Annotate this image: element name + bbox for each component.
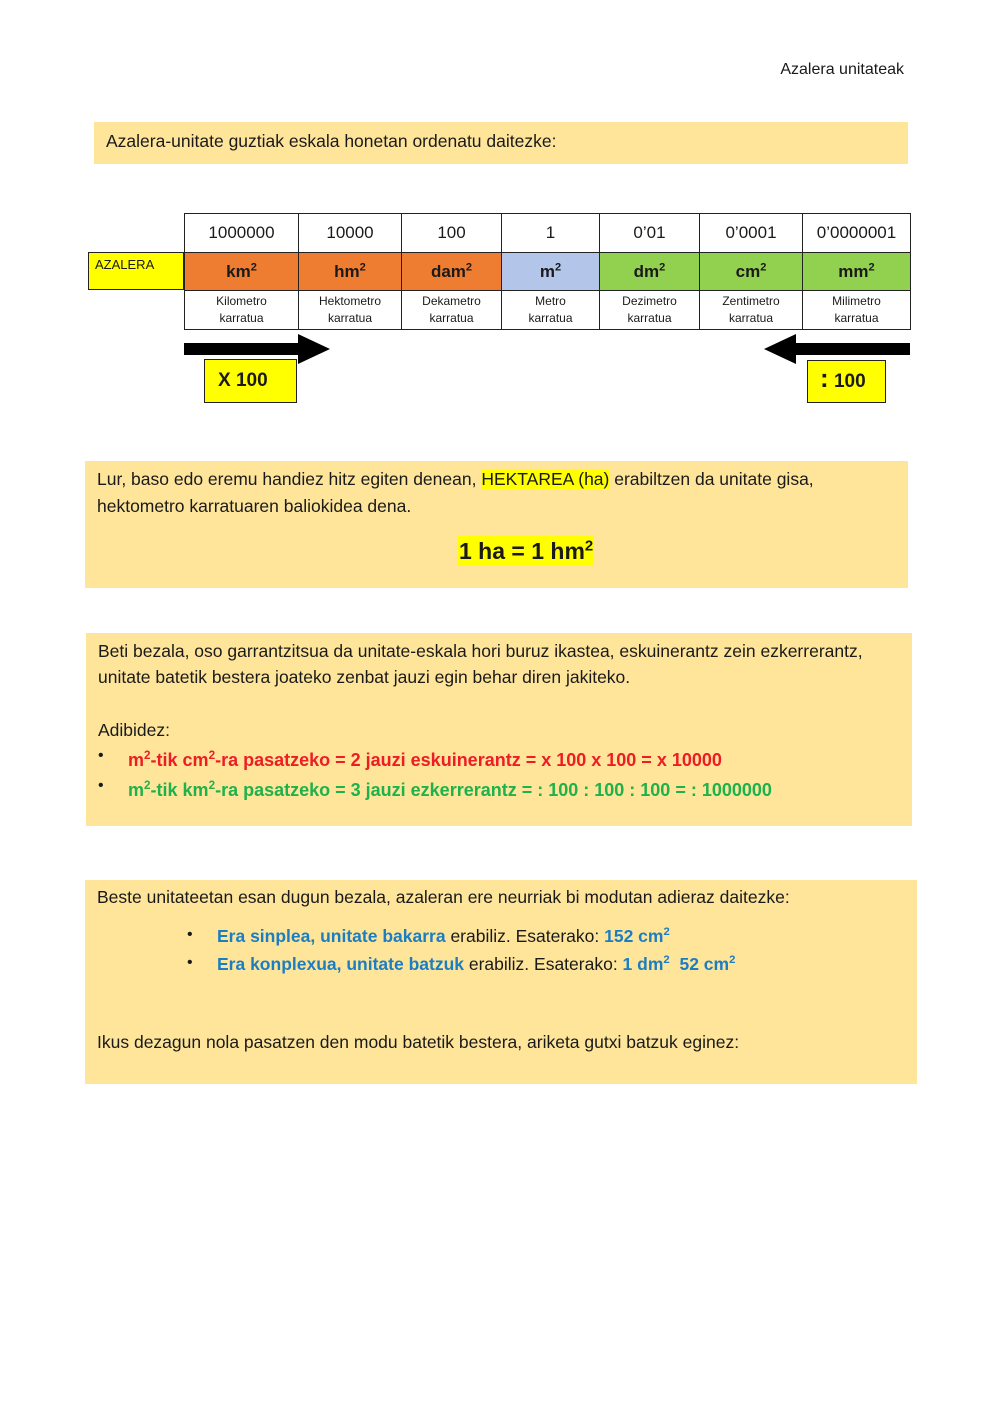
bullet-icon: •: [187, 926, 193, 943]
jumps-box: [86, 633, 912, 826]
forms-closing-text: Ikus dezagun nola pasatzen den modu batetik bestera, ariketa gutxi batzuk eginez:: [97, 1032, 740, 1052]
unit-name-cell: Metro karratua: [502, 291, 600, 330]
unit-name-row: [185, 291, 911, 330]
forms-box: [85, 880, 917, 1084]
intro-box: [94, 122, 908, 164]
unit-name-cell: Zentimetro karratua: [700, 291, 803, 330]
hectare-equation: 1 ha = 1 $hm^2$: [459, 537, 594, 564]
factor-row: [185, 214, 911, 253]
unit-name-cell: Hektometro karratua: [299, 291, 402, 330]
hectare-text-line2: hektometro karratuaren baliokidea dena.: [97, 496, 412, 516]
factor-cell: 1000000: [185, 214, 299, 253]
jumps-text-line1: Beti bezala, oso garrantzitsua da unitate-eskala hori buruz ikastea, eskuinerantz zein ezkerrerantz,: [98, 641, 863, 661]
unit-scale-table: [184, 213, 911, 330]
unit-cell: $km^2$: [185, 253, 299, 291]
unit-cell: $dm^2$: [600, 253, 700, 291]
unit-row: [185, 253, 911, 291]
unit-cell: dam$^2$: [402, 253, 502, 291]
hectare-highlight: HEKTAREA (ha): [481, 469, 610, 489]
unit-name-cell: Dezimetro karratua: [600, 291, 700, 330]
bullet-icon: •: [98, 747, 104, 764]
unit-cell: $cm^2$: [700, 253, 803, 291]
factor-cell: 100: [402, 214, 502, 253]
form-item-complex: Era konplexua, unitate batzuk erabiliz. Esaterako: 1 $dm^2$ 52 $cm^2$: [217, 954, 736, 974]
factor-cell: 1: [502, 214, 600, 253]
forms-text-line1: Beste unitateetan esan dugun bezala, azaleran ere neurriak bi modutan adieraz daitezke:: [97, 887, 790, 907]
factor-cell: 0’01: [600, 214, 700, 253]
form-item-simple: Era sinplea, unitate bakarra erabiliz. Esaterako: 152 $cm^2$: [217, 926, 670, 946]
intro-text: Azalera-unitate guztiak eskala honetan ordenatu daitezke:: [106, 131, 557, 151]
example-line-2: $m^2$-tik $km^2-ra$ pasatzeko = 3 jauzi ezkerrerantz = : 100 : 100 : 100 = : 1000000: [128, 779, 772, 800]
divide-label: : 100: [807, 360, 886, 403]
unit-name-cell: Dekametro karratua: [402, 291, 502, 330]
factor-cell: 0’0000001: [803, 214, 911, 253]
example-title: Adibidez:: [98, 720, 170, 740]
unit-cell: $mm^2$: [803, 253, 911, 291]
unit-cell: $m^2$: [502, 253, 600, 291]
hectare-text-line1: Lur, baso edo eremu handiez hitz egiten denean, HEKTAREA (ha) erabiltzen da unitate gisa,: [97, 469, 814, 489]
unit-cell: $hm^2$: [299, 253, 402, 291]
factor-cell: 10000: [299, 214, 402, 253]
factor-cell: 0’0001: [700, 214, 803, 253]
jumps-text-line2: unitate batetik bestera joateko zenbat jauzi egin behar diren jakiteko.: [98, 667, 631, 687]
multiply-label: X 100: [204, 359, 297, 403]
hectare-box: [85, 461, 908, 588]
unit-name-cell: Kilometro karratua: [185, 291, 299, 330]
example-line-1: $m^2$-tik $cm^2-ra$ pasatzeko = 2 jauzi eskuinerantz = x 100 x 100 = x 10000: [128, 749, 722, 770]
scale-row-label: AZALERA: [88, 252, 184, 290]
bullet-icon: •: [187, 954, 193, 971]
page-header-title: Azalera unitateak: [780, 61, 904, 78]
unit-name-cell: Milimetro karratua: [803, 291, 911, 330]
bullet-icon: •: [98, 777, 104, 794]
